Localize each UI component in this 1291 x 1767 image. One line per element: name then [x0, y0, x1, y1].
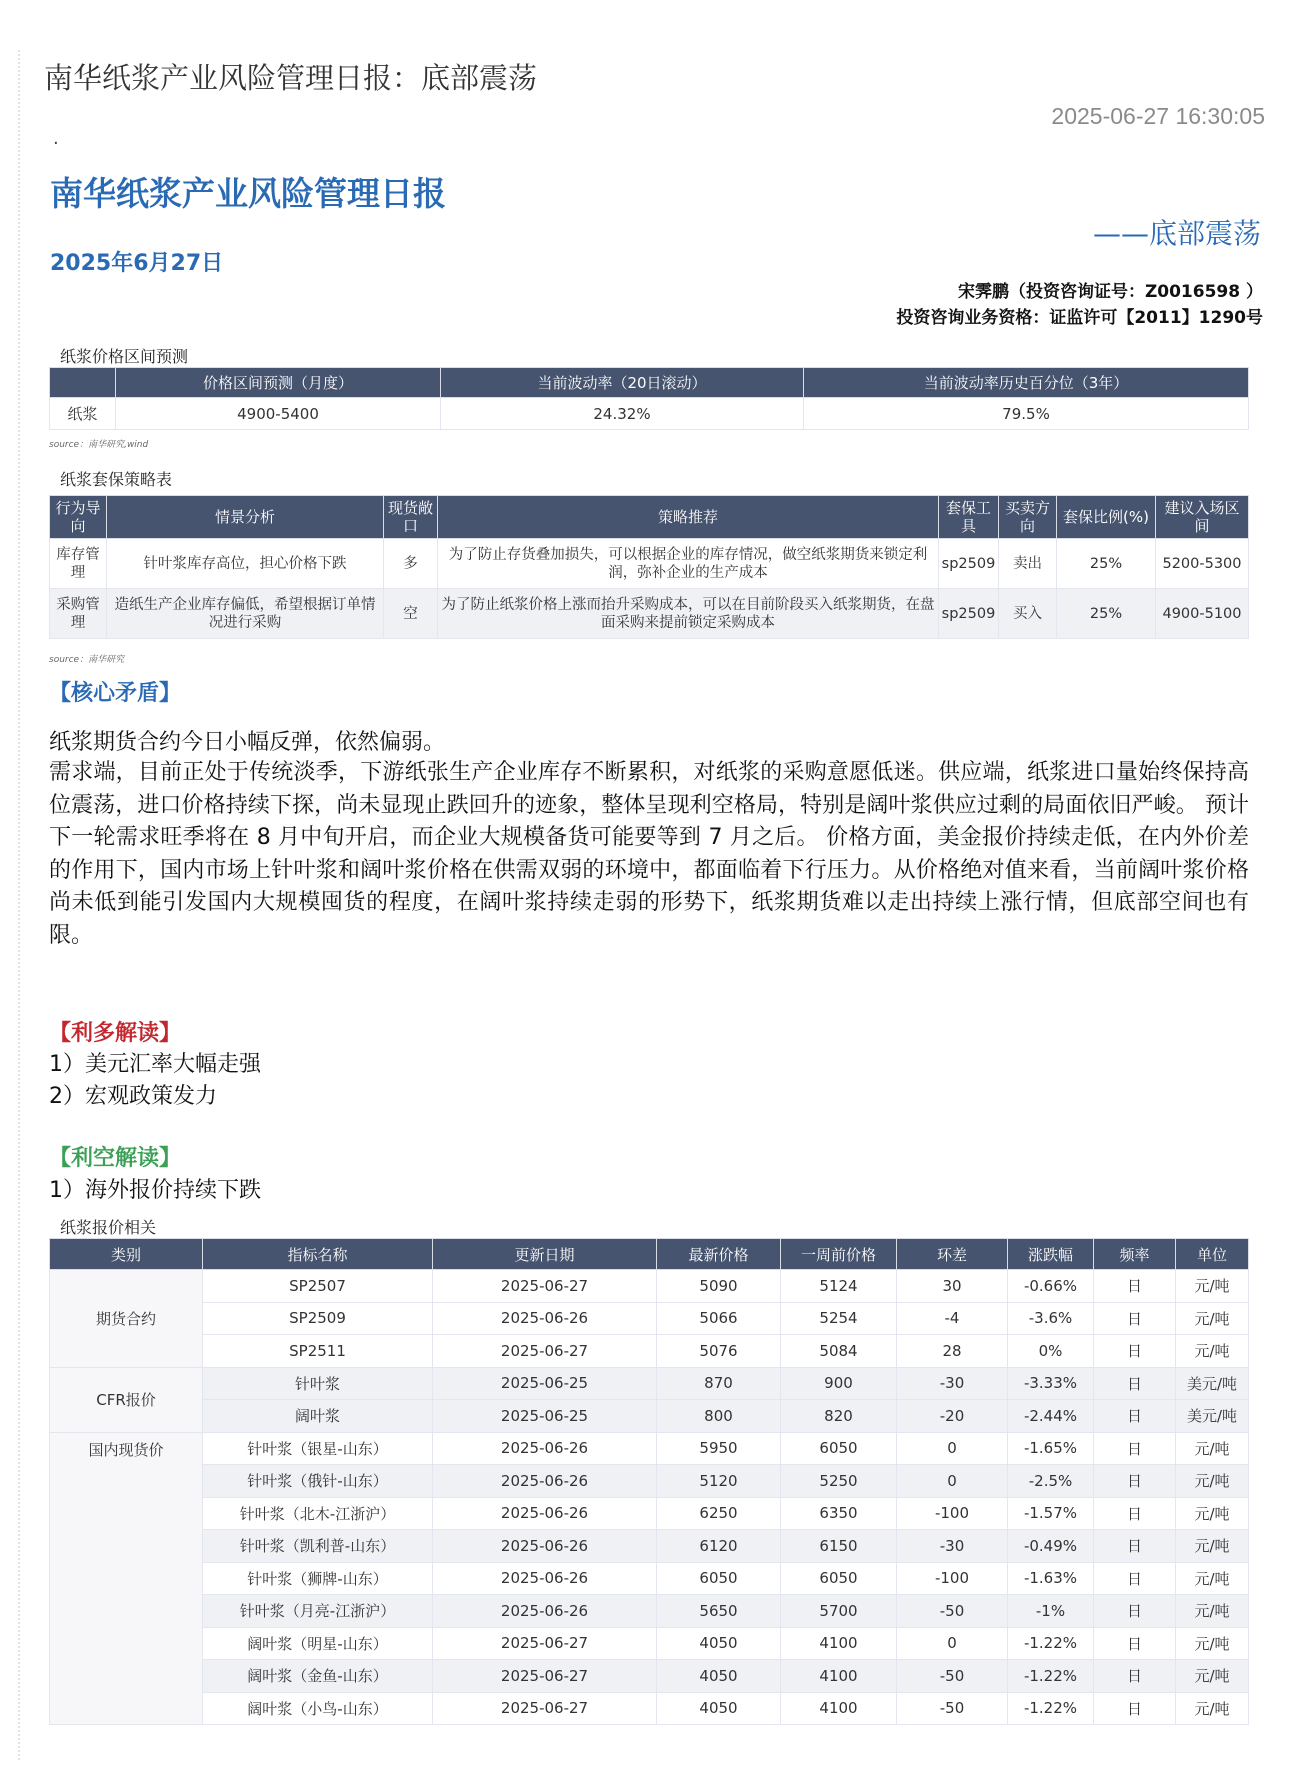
table-cell: 6050: [781, 1562, 897, 1595]
price-range-table: [49, 367, 1249, 430]
table-cell: 纸浆: [50, 398, 116, 430]
table-header: 一周前价格: [781, 1239, 897, 1270]
table-cell: -4: [897, 1302, 1008, 1335]
table-cell: 2025-06-26: [433, 1595, 657, 1628]
table-cell: 元/吨: [1176, 1692, 1249, 1725]
table-header: 买卖方向: [999, 496, 1057, 539]
table-cell: 4100: [781, 1660, 897, 1693]
table-cell: -1.65%: [1008, 1432, 1094, 1465]
table-cell: 日: [1094, 1595, 1176, 1628]
table-cell: 5200-5300: [1156, 539, 1249, 589]
table-cell: 2025-06-27: [433, 1660, 657, 1693]
table-cell: 5124: [781, 1270, 897, 1303]
table-header: 环差: [897, 1239, 1008, 1270]
table-header: 行为导向: [50, 496, 107, 539]
table-cell: 日: [1094, 1660, 1176, 1693]
table-cell: 为了防止纸浆价格上涨而抬升采购成本，可以在目前阶段买入纸浆期货，在盘面采购来提前锁定采购成本: [438, 589, 939, 639]
table-cell: 元/吨: [1176, 1595, 1249, 1628]
table-cell: 4900-5400: [116, 398, 441, 430]
table-cell: 5066: [657, 1302, 781, 1335]
table-header: 频率: [1094, 1239, 1176, 1270]
table-cell: 针叶浆（狮牌-山东）: [203, 1562, 433, 1595]
separator-dot: .: [53, 128, 59, 149]
table-row: [50, 1465, 1249, 1498]
table-cell: 2025-06-26: [433, 1465, 657, 1498]
table-cell: 4900-5100: [1156, 589, 1249, 639]
table-cell: 日: [1094, 1465, 1176, 1498]
page-title: 南华纸浆产业风险管理日报：底部震荡: [44, 61, 538, 95]
table-cell: sp2509: [939, 589, 999, 639]
table-cell: 4100: [781, 1627, 897, 1660]
table-cell: 日: [1094, 1400, 1176, 1433]
table-cell: 元/吨: [1176, 1270, 1249, 1303]
table-cell: 阔叶浆（金鱼-山东）: [203, 1660, 433, 1693]
table-cell: 6250: [657, 1497, 781, 1530]
table-row: [50, 1400, 1249, 1433]
price-table-caption: 纸浆报价相关: [60, 1218, 157, 1237]
table-cell: 900: [781, 1367, 897, 1400]
table-cell: -1.57%: [1008, 1497, 1094, 1530]
table-header: 价格区间预测（月度）: [116, 368, 441, 398]
table-row: [50, 1692, 1249, 1725]
table-row: [50, 1627, 1249, 1660]
table-cell: 5120: [657, 1465, 781, 1498]
table-cell: 元/吨: [1176, 1530, 1249, 1563]
hedge-strategy-table: [49, 495, 1249, 639]
table-row: [50, 1335, 1249, 1368]
table-cell: 日: [1094, 1432, 1176, 1465]
table-cell: 元/吨: [1176, 1497, 1249, 1530]
table-cell: 买入: [999, 589, 1057, 639]
table-header: 单位: [1176, 1239, 1249, 1270]
table-row: [50, 1660, 1249, 1693]
table-cell: sp2509: [939, 539, 999, 589]
table-cell: 元/吨: [1176, 1302, 1249, 1335]
table-cell: 6120: [657, 1530, 781, 1563]
table-cell: 30: [897, 1270, 1008, 1303]
table-cell: -2.5%: [1008, 1465, 1094, 1498]
table-cell: 阔叶浆（明星-山东）: [203, 1627, 433, 1660]
table-header: 指标名称: [203, 1239, 433, 1270]
table-cell: 4100: [781, 1692, 897, 1725]
table-header: 当前波动率历史百分位（3年）: [804, 368, 1249, 398]
table-cell: 针叶浆（北木-江浙沪）: [203, 1497, 433, 1530]
table-cell: -1.22%: [1008, 1660, 1094, 1693]
core-heading: 【核心矛盾】: [49, 681, 182, 706]
table-cell: 卖出: [999, 539, 1057, 589]
table-cell: 820: [781, 1400, 897, 1433]
table-cell: 5250: [781, 1465, 897, 1498]
table-cell: 2025-06-27: [433, 1627, 657, 1660]
bullish-heading: 【利多解读】: [49, 1021, 182, 1046]
table-cell: 针叶浆: [203, 1367, 433, 1400]
table-cell: 870: [657, 1367, 781, 1400]
category-cell: 期货合约: [50, 1270, 203, 1368]
table-cell: 5254: [781, 1302, 897, 1335]
table-cell: 元/吨: [1176, 1562, 1249, 1595]
table-header-row: [50, 1239, 1249, 1270]
table-cell: 79.5%: [804, 398, 1249, 430]
table-row: [50, 1270, 1249, 1303]
table-cell: -0.66%: [1008, 1270, 1094, 1303]
table-cell: 日: [1094, 1270, 1176, 1303]
table-header: 套保工具: [939, 496, 999, 539]
table-cell: -3.33%: [1008, 1367, 1094, 1400]
table-cell: 日: [1094, 1302, 1176, 1335]
table-cell: 2025-06-26: [433, 1497, 657, 1530]
bullish-item: 2）宏观政策发力: [49, 1084, 217, 1109]
table-cell: 针叶浆（俄针-山东）: [203, 1465, 433, 1498]
table-cell: -3.6%: [1008, 1302, 1094, 1335]
table-cell: 5090: [657, 1270, 781, 1303]
table-cell: 阔叶浆: [203, 1400, 433, 1433]
table-cell: 2025-06-26: [433, 1432, 657, 1465]
table-cell: 5084: [781, 1335, 897, 1368]
table-cell: 日: [1094, 1530, 1176, 1563]
table-cell: -2.44%: [1008, 1400, 1094, 1433]
table-cell: 2025-06-26: [433, 1530, 657, 1563]
table-cell: 2025-06-27: [433, 1270, 657, 1303]
pulp-price-table: [49, 1238, 1249, 1725]
category-cell: 国内现货价: [50, 1432, 203, 1725]
table-row: [50, 1432, 1249, 1465]
table-cell: 6050: [657, 1562, 781, 1595]
table-cell: 为了防止存货叠加损失，可以根据企业的库存情况，做空纸浆期货来锁定利润，弥补企业的生产成本: [438, 539, 939, 589]
table-cell: -1%: [1008, 1595, 1094, 1628]
table-row: [50, 1530, 1249, 1563]
bearish-item: 1）海外报价持续下跌: [49, 1178, 261, 1203]
table-cell: SP2509: [203, 1302, 433, 1335]
table-cell: 日: [1094, 1367, 1176, 1400]
table-row: [50, 1367, 1249, 1400]
table-cell: 2025-06-27: [433, 1692, 657, 1725]
table-cell: 6050: [781, 1432, 897, 1465]
table-cell: 4050: [657, 1627, 781, 1660]
table-cell: -100: [897, 1497, 1008, 1530]
table-cell: -30: [897, 1367, 1008, 1400]
table-cell: -50: [897, 1595, 1008, 1628]
table-cell: 针叶浆（凯利普-山东）: [203, 1530, 433, 1563]
table-cell: -0.49%: [1008, 1530, 1094, 1563]
table-cell: 6150: [781, 1530, 897, 1563]
table-cell: 4050: [657, 1660, 781, 1693]
table-cell: -50: [897, 1692, 1008, 1725]
table-cell: SP2511: [203, 1335, 433, 1368]
table-cell: 0: [897, 1432, 1008, 1465]
strategy-table-source: source：南华研究: [49, 655, 125, 665]
table-cell: 采购管理: [50, 589, 107, 639]
price-table-body: [50, 1270, 1249, 1725]
category-cell: CFR报价: [50, 1367, 203, 1432]
table-cell: 0: [897, 1465, 1008, 1498]
table-header-row: [50, 368, 1249, 398]
table-cell: 24.32%: [441, 398, 804, 430]
report-title: 南华纸浆产业风险管理日报: [50, 174, 446, 213]
table-cell: 5700: [781, 1595, 897, 1628]
table-cell: 5950: [657, 1432, 781, 1465]
report-date: 2025年6月27日: [50, 251, 224, 276]
table-cell: 4050: [657, 1692, 781, 1725]
table-row: [50, 1302, 1249, 1335]
table-cell: 日: [1094, 1627, 1176, 1660]
table-row: [50, 398, 1249, 430]
table-cell: SP2507: [203, 1270, 433, 1303]
table-cell: 800: [657, 1400, 781, 1433]
table-cell: 日: [1094, 1692, 1176, 1725]
table-cell: 0: [897, 1627, 1008, 1660]
table-cell: 日: [1094, 1562, 1176, 1595]
page-margin-rule: [18, 50, 20, 1760]
table-cell: 5650: [657, 1595, 781, 1628]
table-header: 策略推荐: [438, 496, 939, 539]
table-header: 建议入场区间: [1156, 496, 1249, 539]
bullish-item: 1）美元汇率大幅走强: [49, 1052, 261, 1077]
table-cell: 美元/吨: [1176, 1367, 1249, 1400]
analyst-credit: 宋霁鹏（投资咨询证号：Z0016598 ）: [957, 282, 1263, 302]
table-cell: 5076: [657, 1335, 781, 1368]
table-cell: 25%: [1057, 589, 1156, 639]
table-cell: 0%: [1008, 1335, 1094, 1368]
table-cell: 日: [1094, 1335, 1176, 1368]
report-subtitle: ——底部震荡: [1092, 217, 1261, 250]
table-cell: 6350: [781, 1497, 897, 1530]
publish-timestamp: 2025-06-27 16:30:05: [1051, 103, 1265, 129]
strategy-table-caption: 纸浆套保策略表: [60, 470, 173, 489]
table-cell: 空: [384, 589, 438, 639]
table-header: 套保比例(%): [1057, 496, 1156, 539]
table-cell: 28: [897, 1335, 1008, 1368]
table-header: 类别: [50, 1239, 203, 1270]
table-row: [50, 1497, 1249, 1530]
table-cell: 针叶浆（月亮-江浙沪）: [203, 1595, 433, 1628]
table-cell: -50: [897, 1660, 1008, 1693]
table-cell: 阔叶浆（小鸟-山东）: [203, 1692, 433, 1725]
table-cell: 2025-06-25: [433, 1400, 657, 1433]
table-row: [50, 589, 1249, 639]
table-cell: 2025-06-26: [433, 1302, 657, 1335]
range-table-source: source：南华研究,wind: [49, 440, 149, 450]
table-cell: 造纸生产企业库存偏低，希望根据订单情况进行采购: [107, 589, 384, 639]
table-cell: 多: [384, 539, 438, 589]
table-header: 最新价格: [657, 1239, 781, 1270]
table-cell: 元/吨: [1176, 1335, 1249, 1368]
license-credit: 投资咨询业务资格：证监许可【2011】1290号: [896, 308, 1263, 328]
table-cell: 美元/吨: [1176, 1400, 1249, 1433]
table-cell: 元/吨: [1176, 1432, 1249, 1465]
table-cell: 元/吨: [1176, 1627, 1249, 1660]
bearish-heading: 【利空解读】: [49, 1146, 182, 1171]
core-paragraph: 需求端，目前正处于传统淡季，下游纸张生产企业库存不断累积，对纸浆的采购意愿低迷。供应端，纸浆进口量始终保持高位震荡，进口价格持续下探，尚未显现止跌回升的迹象，整体呈现利空格局，特别是阔叶浆供应过剩的局面依旧严峻。 预计下一轮需求旺季将在 8 月中旬开启，而企业大规模备货可能要等到 7 月之后。 价格方面，美金报价持续走低，在内外价差的作用下，国内市场上针叶浆和阔叶浆价格在供需双弱的环境中，都面临着下行压力。从价格绝对值来看，当前阔叶浆价格尚未低到能引发国内大规模囤货的程度，在阔叶浆持续走弱的形势下，纸浆期货难以走出持续上涨行情，但底部空间也有限。: [49, 760, 1249, 948]
table-cell: 25%: [1057, 539, 1156, 589]
table-cell: 元/吨: [1176, 1660, 1249, 1693]
table-header: 现货敞口: [384, 496, 438, 539]
table-cell: 日: [1094, 1497, 1176, 1530]
table-row: [50, 1595, 1249, 1628]
table-header: 更新日期: [433, 1239, 657, 1270]
core-summary: 纸浆期货合约今日小幅反弹，依然偏弱。: [49, 730, 446, 755]
table-cell: -100: [897, 1562, 1008, 1595]
table-cell: -1.22%: [1008, 1692, 1094, 1725]
table-cell: -1.22%: [1008, 1627, 1094, 1660]
table-header: 涨跌幅: [1008, 1239, 1094, 1270]
table-cell: -30: [897, 1530, 1008, 1563]
table-cell: 2025-06-26: [433, 1562, 657, 1595]
table-header: 情景分析: [107, 496, 384, 539]
table-header: 当前波动率（20日滚动）: [441, 368, 804, 398]
table-cell: 针叶浆库存高位，担心价格下跌: [107, 539, 384, 589]
table-cell: 2025-06-25: [433, 1367, 657, 1400]
table-cell: 库存管理: [50, 539, 107, 589]
table-row: [50, 1562, 1249, 1595]
table-cell: 元/吨: [1176, 1465, 1249, 1498]
table-header-row: [50, 496, 1249, 539]
table-cell: 针叶浆（银星-山东）: [203, 1432, 433, 1465]
table-cell: -1.63%: [1008, 1562, 1094, 1595]
table-header: [50, 368, 116, 398]
table-cell: -20: [897, 1400, 1008, 1433]
table-cell: 2025-06-27: [433, 1335, 657, 1368]
range-table-caption: 纸浆价格区间预测: [60, 347, 189, 366]
table-row: [50, 539, 1249, 589]
